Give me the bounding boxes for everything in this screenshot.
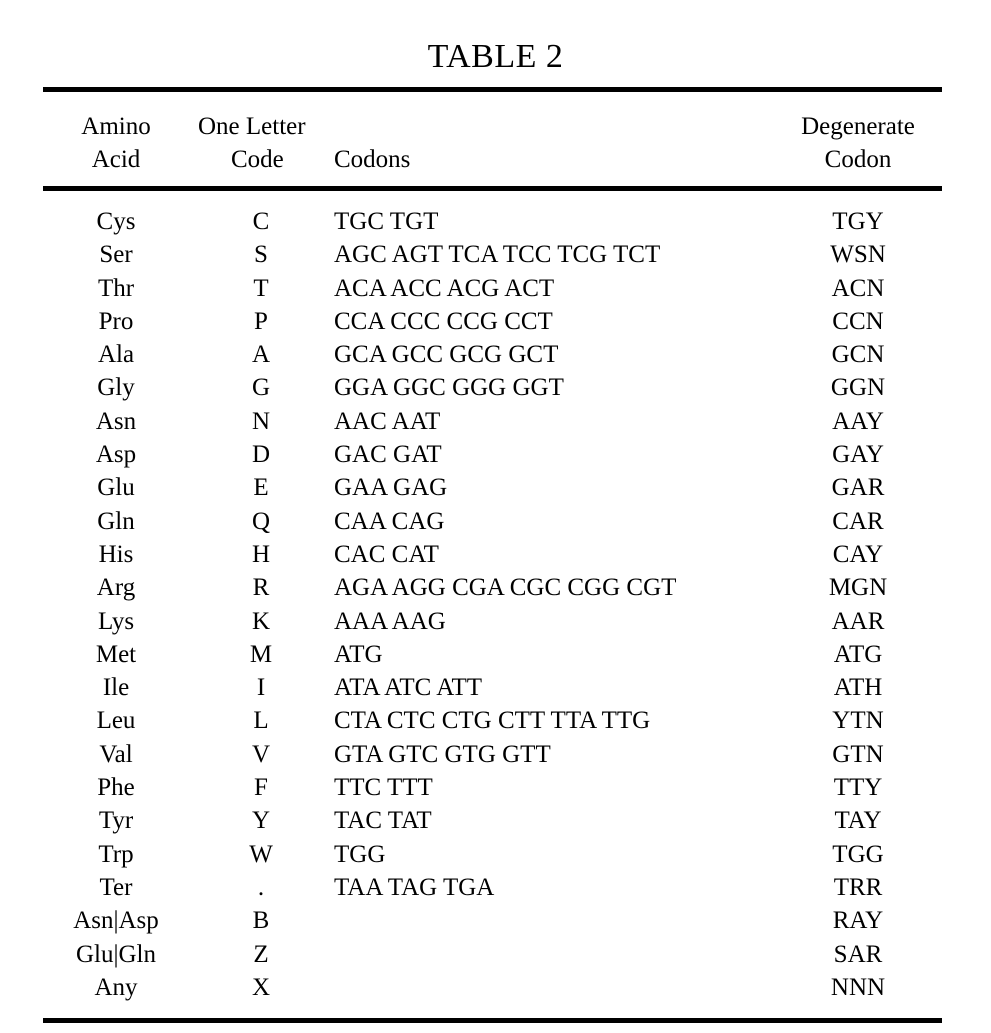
table-row — [0, 405, 991, 438]
table-row — [0, 338, 991, 371]
table-row — [0, 571, 991, 604]
table-row — [0, 738, 991, 771]
amino-acid-cell: Arg — [56, 571, 176, 604]
header-degenerate-codon — [780, 110, 936, 176]
table-top-rule — [43, 87, 942, 92]
table-row — [0, 838, 991, 871]
codons-cell: CAA CAG — [334, 505, 444, 538]
one-letter-code-cell: S — [222, 238, 300, 271]
table-row — [0, 605, 991, 638]
amino-acid-cell: Asn|Asp — [56, 904, 176, 937]
codons-cell: TGG — [334, 838, 385, 871]
codons-cell: AGC AGT TCA TCC TCG TCT — [334, 238, 660, 271]
one-letter-code-cell: H — [222, 538, 300, 571]
codons-cell: AAA AAG — [334, 605, 446, 638]
amino-acid-cell: Lys — [56, 605, 176, 638]
header-degenerate-codon-line2: Codon — [780, 143, 936, 176]
amino-acid-cell: Gln — [56, 505, 176, 538]
degenerate-codon-cell: TGG — [780, 838, 936, 871]
one-letter-code-cell: L — [222, 704, 300, 737]
codons-cell: GAA GAG — [334, 471, 447, 504]
codons-cell: GAC GAT — [334, 438, 442, 471]
amino-acid-cell: Pro — [56, 305, 176, 338]
degenerate-codon-cell: GCN — [780, 338, 936, 371]
table-row — [0, 804, 991, 837]
table-row — [0, 205, 991, 238]
degenerate-codon-cell: RAY — [780, 904, 936, 937]
codons-cell: ATG — [334, 638, 383, 671]
one-letter-code-cell: T — [222, 272, 300, 305]
amino-acid-cell: Met — [56, 638, 176, 671]
table-title: TABLE 2 — [0, 38, 991, 76]
table-row — [0, 638, 991, 671]
degenerate-codon-cell: GTN — [780, 738, 936, 771]
degenerate-codon-cell: TRR — [780, 871, 936, 904]
degenerate-codon-cell: ACN — [780, 272, 936, 305]
one-letter-code-cell: I — [222, 671, 300, 704]
amino-acid-cell: Cys — [56, 205, 176, 238]
codons-cell: ATA ATC ATT — [334, 671, 482, 704]
amino-acid-cell: Ala — [56, 338, 176, 371]
degenerate-codon-cell: CAY — [780, 538, 936, 571]
one-letter-code-cell: A — [222, 338, 300, 371]
codons-cell: CAC CAT — [334, 538, 439, 571]
degenerate-codon-cell: GAY — [780, 438, 936, 471]
one-letter-code-cell: V — [222, 738, 300, 771]
amino-acid-cell: Thr — [56, 272, 176, 305]
codons-cell: TAA TAG TGA — [334, 871, 494, 904]
degenerate-codon-cell: GAR — [780, 471, 936, 504]
table-row — [0, 505, 991, 538]
codons-cell: CTA CTC CTG CTT TTA TTG — [334, 704, 650, 737]
degenerate-codon-cell: YTN — [780, 704, 936, 737]
amino-acid-cell: Glu — [56, 471, 176, 504]
header-one-letter-code — [190, 110, 335, 176]
table-row — [0, 538, 991, 571]
one-letter-code-cell: W — [222, 838, 300, 871]
table-row — [0, 471, 991, 504]
amino-acid-cell: Gly — [56, 371, 176, 404]
codons-cell: GTA GTC GTG GTT — [334, 738, 551, 771]
one-letter-code-cell: D — [222, 438, 300, 471]
amino-acid-cell: Val — [56, 738, 176, 771]
degenerate-codon-cell: AAY — [780, 405, 936, 438]
one-letter-code-cell: E — [222, 471, 300, 504]
amino-acid-cell: Glu|Gln — [56, 938, 176, 971]
codons-cell: AGA AGG CGA CGC CGG CGT — [334, 571, 676, 604]
amino-acid-cell: Trp — [56, 838, 176, 871]
amino-acid-cell: His — [56, 538, 176, 571]
degenerate-codon-cell: CAR — [780, 505, 936, 538]
header-codons: Codons — [334, 143, 410, 176]
degenerate-codon-cell: ATG — [780, 638, 936, 671]
degenerate-codon-cell: ATH — [780, 671, 936, 704]
table-row — [0, 371, 991, 404]
amino-acid-cell: Any — [56, 971, 176, 1004]
degenerate-codon-cell: WSN — [780, 238, 936, 271]
degenerate-codon-cell: AAR — [780, 605, 936, 638]
codons-cell: ACA ACC ACG ACT — [334, 272, 554, 305]
table-row — [0, 704, 991, 737]
one-letter-code-cell: G — [222, 371, 300, 404]
one-letter-code-cell: K — [222, 605, 300, 638]
header-one-letter-code-line2: Code — [190, 143, 335, 176]
codons-cell: GCA GCC GCG GCT — [334, 338, 558, 371]
codons-cell: AAC AAT — [334, 405, 440, 438]
one-letter-code-cell: B — [222, 904, 300, 937]
codons-cell: TGC TGT — [334, 205, 438, 238]
one-letter-code-cell: Z — [222, 938, 300, 971]
table-row — [0, 971, 991, 1004]
one-letter-code-cell: C — [222, 205, 300, 238]
one-letter-code-cell: P — [222, 305, 300, 338]
header-amino-acid-line2: Acid — [56, 143, 176, 176]
one-letter-code-cell: F — [222, 771, 300, 804]
degenerate-codon-cell: SAR — [780, 938, 936, 971]
header-one-letter-code-line1: One Letter — [190, 110, 335, 143]
codons-cell: CCA CCC CCG CCT — [334, 305, 553, 338]
one-letter-code-cell: X — [222, 971, 300, 1004]
degenerate-codon-cell: TGY — [780, 205, 936, 238]
amino-acid-cell: Phe — [56, 771, 176, 804]
one-letter-code-cell: N — [222, 405, 300, 438]
codons-cell: TTC TTT — [334, 771, 433, 804]
table-row — [0, 904, 991, 937]
amino-acid-cell: Ter — [56, 871, 176, 904]
table-bottom-rule — [43, 1018, 942, 1023]
codons-cell: TAC TAT — [334, 804, 432, 837]
one-letter-code-cell: Y — [222, 804, 300, 837]
table-body — [0, 205, 991, 1004]
degenerate-codon-cell: TAY — [780, 804, 936, 837]
degenerate-codon-cell: CCN — [780, 305, 936, 338]
header-amino-acid — [56, 110, 176, 176]
codons-cell: GGA GGC GGG GGT — [334, 371, 564, 404]
one-letter-code-cell: R — [222, 571, 300, 604]
degenerate-codon-cell: TTY — [780, 771, 936, 804]
table-row — [0, 238, 991, 271]
degenerate-codon-cell: NNN — [780, 971, 936, 1004]
table-row — [0, 938, 991, 971]
one-letter-code-cell: . — [222, 871, 300, 904]
header-degenerate-codon-line1: Degenerate — [780, 110, 936, 143]
amino-acid-cell: Asn — [56, 405, 176, 438]
amino-acid-cell: Ile — [56, 671, 176, 704]
header-bottom-rule — [43, 186, 942, 191]
table-row — [0, 871, 991, 904]
table-row — [0, 671, 991, 704]
amino-acid-cell: Tyr — [56, 804, 176, 837]
amino-acid-cell: Leu — [56, 704, 176, 737]
header-amino-acid-line1: Amino — [56, 110, 176, 143]
table-row — [0, 272, 991, 305]
degenerate-codon-cell: MGN — [780, 571, 936, 604]
table-row — [0, 305, 991, 338]
degenerate-codon-cell: GGN — [780, 371, 936, 404]
table-row — [0, 438, 991, 471]
amino-acid-cell: Asp — [56, 438, 176, 471]
amino-acid-cell: Ser — [56, 238, 176, 271]
table-row — [0, 771, 991, 804]
one-letter-code-cell: M — [222, 638, 300, 671]
one-letter-code-cell: Q — [222, 505, 300, 538]
